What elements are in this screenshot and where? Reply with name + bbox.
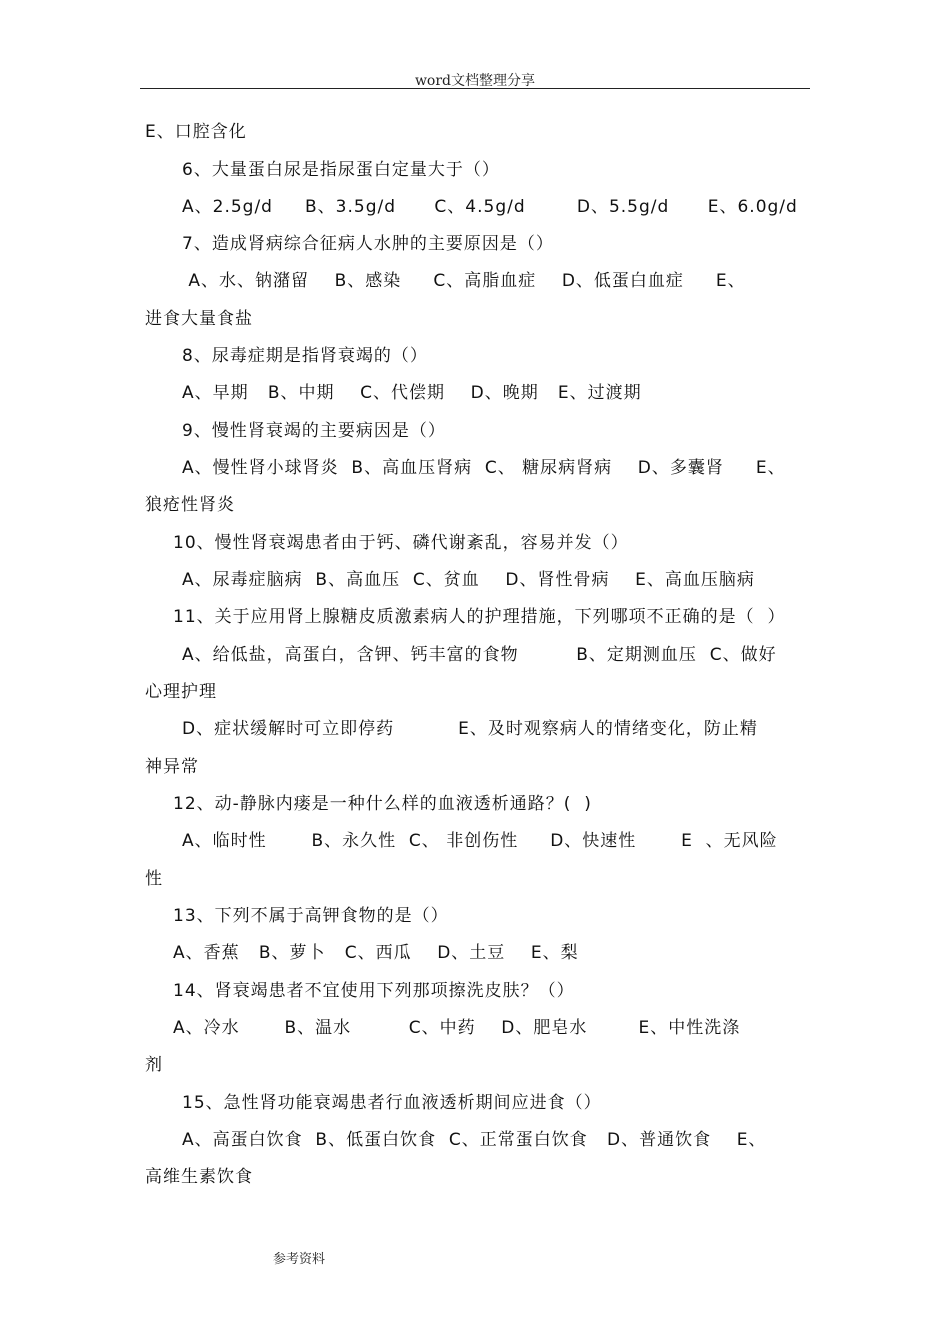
text-line: 性 bbox=[145, 869, 163, 889]
header-divider bbox=[140, 88, 810, 89]
text-line: A、冷水 B、温水 C、中药 D、肥皂水 E、中性洗涤 bbox=[173, 1018, 741, 1038]
text-line: 高维生素饮食 bbox=[145, 1167, 253, 1187]
text-line: 10、慢性肾衰竭患者由于钙、磷代谢紊乱，容易并发（） bbox=[173, 533, 629, 553]
text-line: A、给低盐，高蛋白，含钾、钙丰富的食物 B、定期测血压 C、做好 bbox=[182, 645, 777, 665]
text-line: D、症状缓解时可立即停药 E、及时观察病人的情绪变化，防止精 bbox=[182, 719, 758, 739]
text-line: 11、关于应用肾上腺糖皮质激素病人的护理措施，下列哪项不正确的是（ ） bbox=[173, 607, 786, 627]
text-line: A、早期 B、中期 C、代偿期 D、晚期 E、过渡期 bbox=[182, 383, 642, 403]
text-line: 7、造成肾病综合征病人水肿的主要原因是（） bbox=[182, 234, 554, 254]
text-line: E、口腔含化 bbox=[145, 122, 247, 142]
text-line: 狼疮性肾炎 bbox=[145, 495, 235, 515]
text-line: 神异常 bbox=[145, 757, 199, 777]
text-line: A、香蕉 B、萝卜 C、西瓜 D、土豆 E、梨 bbox=[173, 943, 579, 963]
text-line: A、水、钠潴留 B、感染 C、高脂血症 D、低蛋白血症 E、 bbox=[182, 271, 746, 291]
text-line: A、慢性肾小球肾炎 B、高血压肾病 C、 糖尿病肾病 D、多囊肾 E、 bbox=[182, 458, 786, 478]
text-line: 6、大量蛋白尿是指尿蛋白定量大于（） bbox=[182, 160, 500, 180]
text-line: 心理护理 bbox=[145, 682, 217, 702]
text-line: 进食大量食盐 bbox=[145, 309, 253, 329]
text-line: A、2.5g/d B、3.5g/d C、4.5g/d D、5.5g/d E、6.0g/d bbox=[182, 197, 798, 217]
text-line: 9、慢性肾衰竭的主要病因是（） bbox=[182, 421, 446, 441]
text-line: 12、动-静脉内瘘是一种什么样的血液透析通路？( ) bbox=[173, 794, 592, 814]
text-line: A、临时性 B、永久性 C、 非创伤性 D、快速性 E 、无风险 bbox=[182, 831, 778, 851]
page-footer: 参考资料 bbox=[273, 1252, 326, 1267]
text-line: 15、急性肾功能衰竭患者行血液透析期间应进食（） bbox=[182, 1093, 602, 1113]
text-line: A、高蛋白饮食 B、低蛋白饮食 C、正常蛋白饮食 D、普通饮食 E、 bbox=[182, 1130, 767, 1150]
text-line: 14、肾衰竭患者不宜使用下列那项擦洗皮肤？（） bbox=[173, 981, 575, 1001]
text-line: 8、尿毒症期是指肾衰竭的（） bbox=[182, 346, 428, 366]
page-header: word文档整理分享 bbox=[414, 73, 536, 89]
text-line: A、尿毒症脑病 B、高血压 C、贫血 D、肾性骨病 E、高血压脑病 bbox=[182, 570, 755, 590]
text-line: 13、下列不属于高钾食物的是（） bbox=[173, 906, 449, 926]
text-line: 剂 bbox=[145, 1055, 163, 1075]
